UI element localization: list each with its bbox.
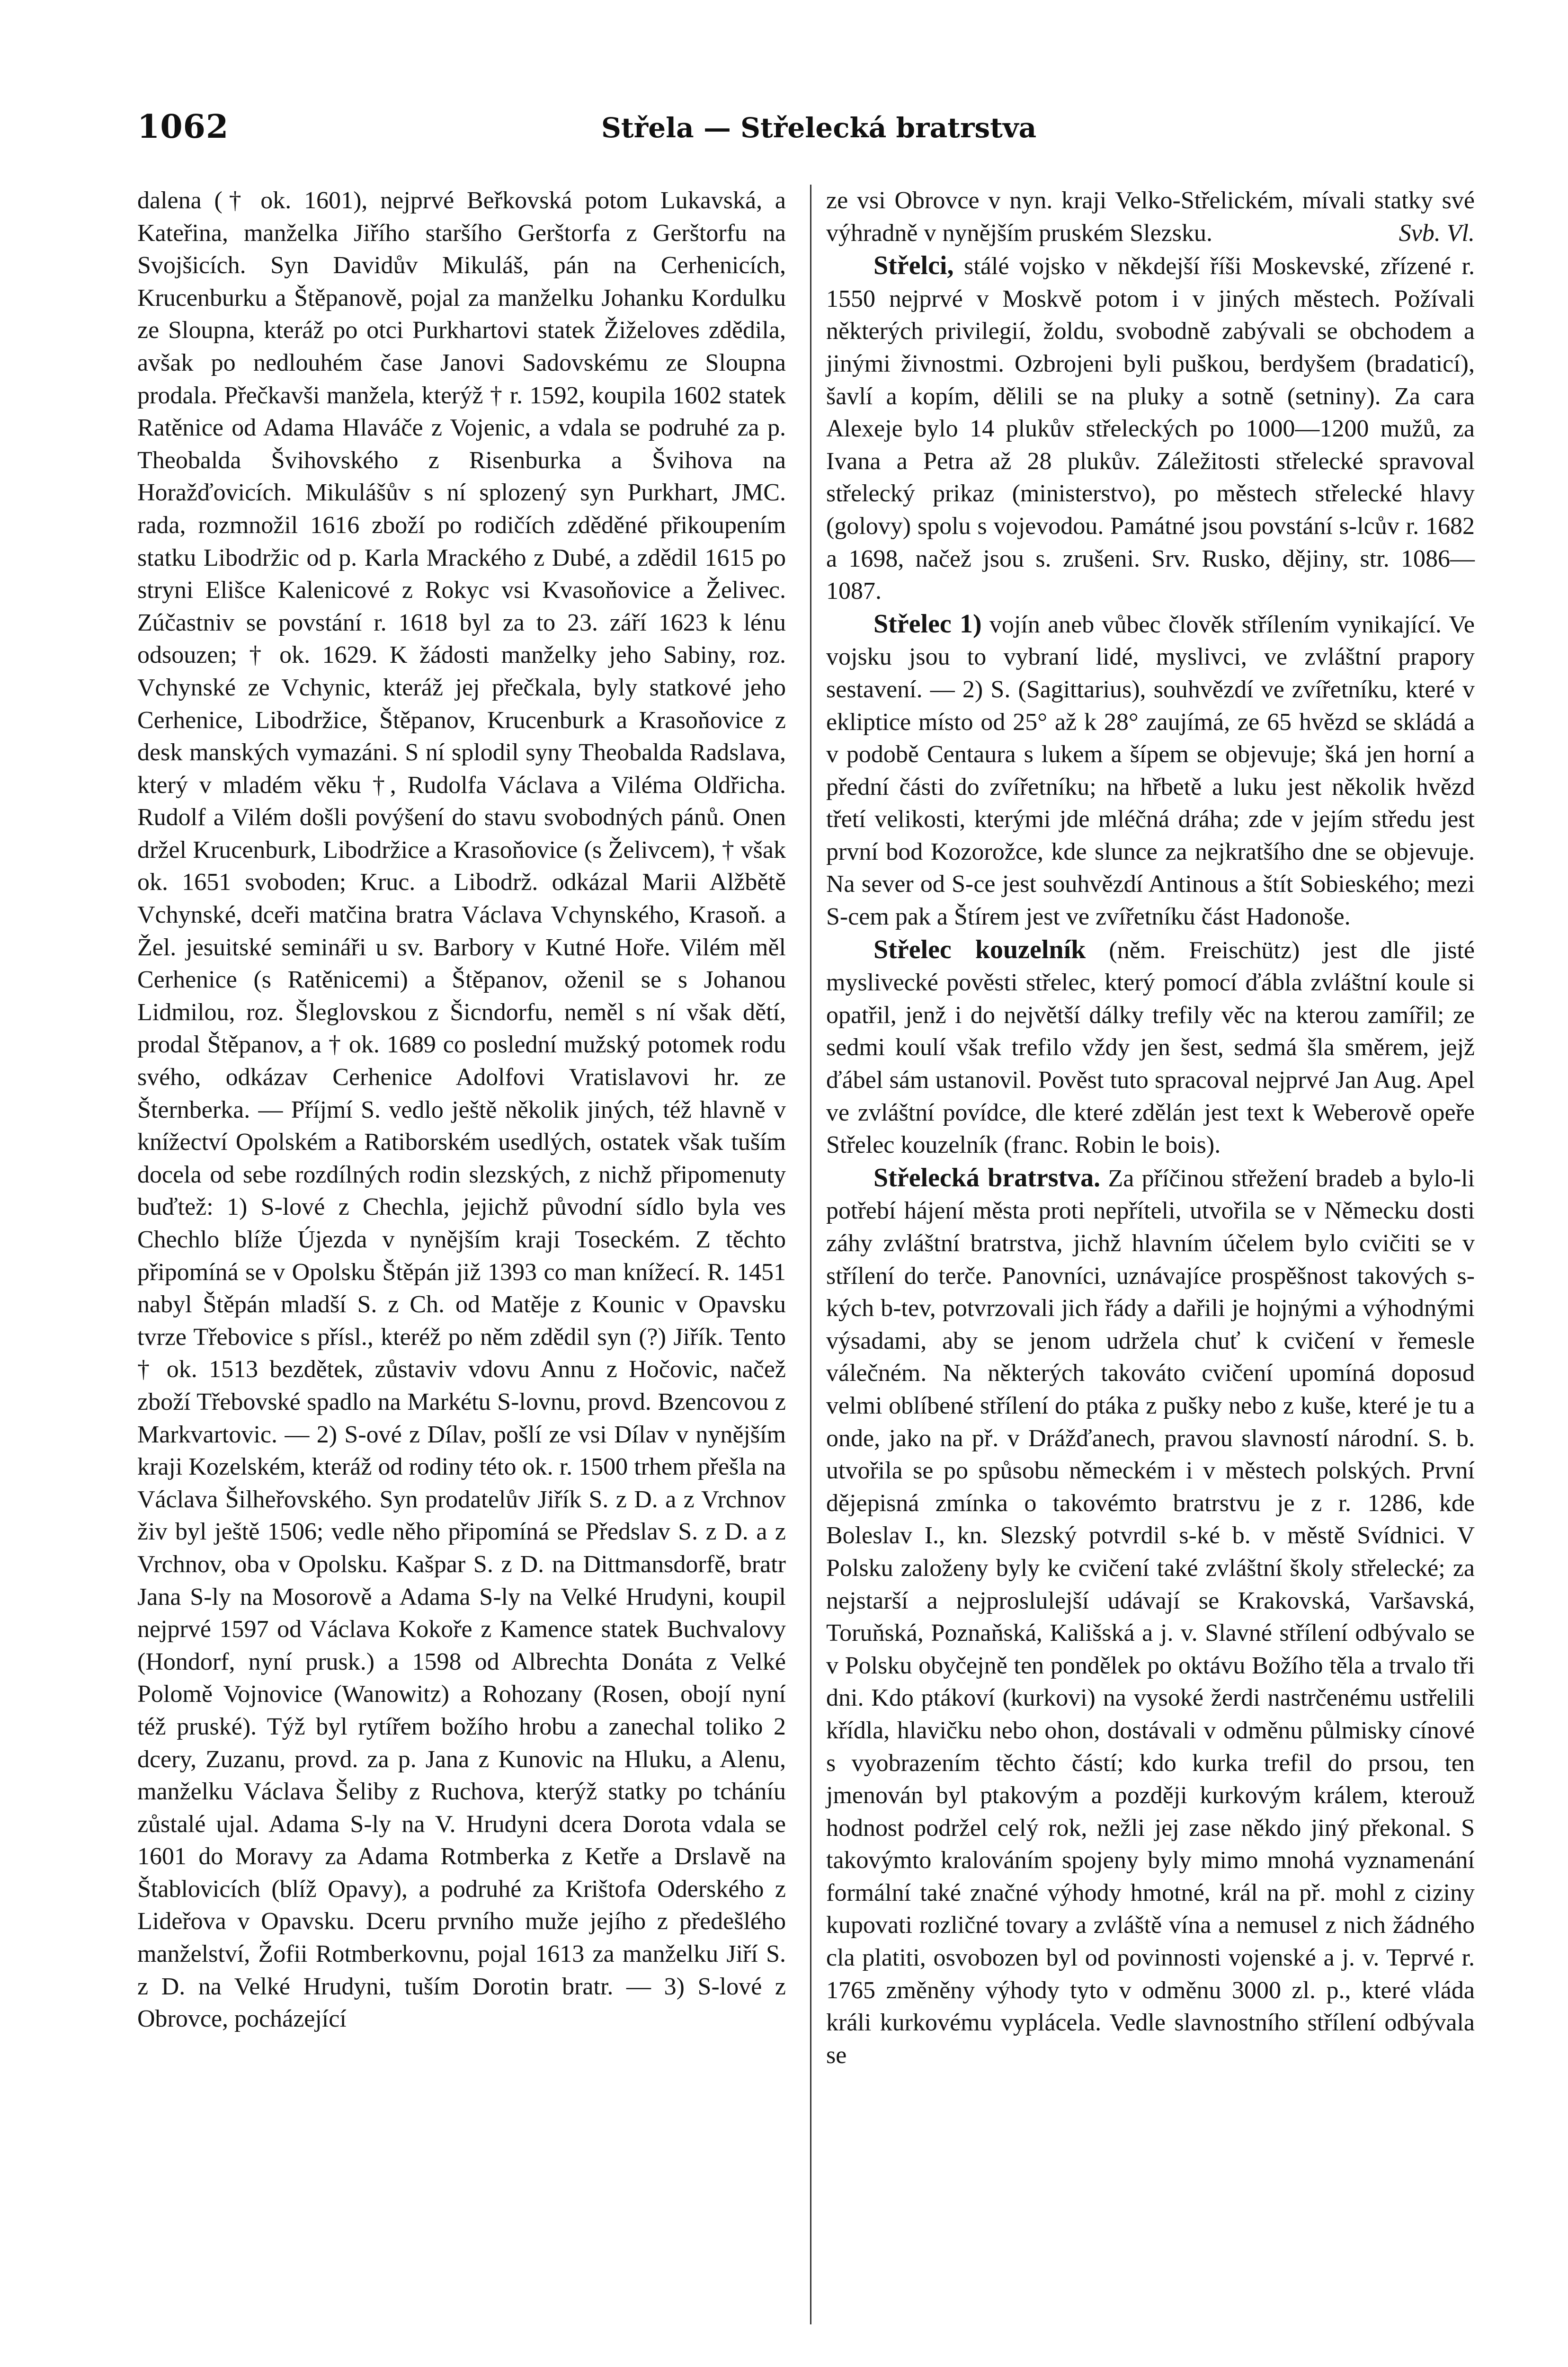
entry-strelec-kouzelnik xyxy=(826,934,1475,1162)
left-column xyxy=(137,185,786,2036)
entry-text: (něm. Freischütz) jest dle jisté myslivecké pověsti střelec, který pomocí ďábla zvláštní koule si opatřil, jenž i do největší dálky trefily věc na kterou zamířil; ze sedmi koulí však trefilo vždy jen šest, sedmá šla směrem, jejž ďábel sám ustanovil. Pověst tuto spracoval nejprvé Jan Aug. Apel ve zvláštní povídce, dle které zdělán jest text k Weberově opeře Střelec kouzelník (franc. Robin le bois). xyxy=(826,936,1475,1159)
entry-text: vojín aneb vůbec člověk střílením vynikající. Ve vojsku jsou to vybraní lidé, myslivci, ve zvláštní prapory sestavení. — 2) S. (Sagittarius), souhvězdí ve zvířetníku, které v ekliptice místo od 25° až k 28° zaujímá, ze 65 hvězd se skládá a v podobě Centaura s lukem a šípem se objevuje; šká jen horní a přední části do zvířetníku; na hřbetě a luku jest několik hvězd třetí velikosti, kterými jde mléčná dráha; zde v jejím středu jest první bod Kozorožce, kde slunce za nejkratšího dne se objevuje. Na sever od S-ce jest souhvězdí Antinous a štít Sobieského; mezi S-cem pak a Štírem jest ve zvířetníku část Hadonoše. xyxy=(826,611,1475,931)
entry-text: Za příčinou střežení bradeb a bylo-li potřebí hájení města proti nepříteli, utvořila se v Německu dosti záhy zvláštní bratrstva, jichž hlavním účelem bylo cvičiti se v střílení do terče. Panovníci, uznávajíce prospěšnost takových s-kých b-tev, potvrzovali jich řády a dařili je hojnými a výhodnými výsadami, aby se jenom udržela chuť k cvičení v řemesle válečném. Na některých takováto cvičení upomíná doposud velmi oblíbené střílení do ptáka z pušky nebo z kuše, které je tu a onde, jako na př. v Drážďanech, pravou slavností národní. S. b. utvořila se po spůsobu německém i v městech polských. První dějepisná zmínka o takovémto bratrstvu je z r. 1286, kde Boleslav I., kn. Slezský potvrdil s-ké b. v městě Svídnici. V Polsku založeny byly ke cvičení také zvláštní školy střelecké; za nejstarší a nejproslulejší udávají se Krakovská, Varšavská, Toruňská, Poznaňská, Kališská a j. v. Slavné střílení odbývalo se v Polsku obyčejně ten pondělek po oktávu Božího těla a trvalo tři dni. Kdo ptákoví (kurkovi) na vysoké žerdi nastrčenému ustřelili křídla, hlavičku nebo ohon, dostávali v odměnu půlmisky cínové s vyobrazením těchto částí; kdo kurka trefil do prsou, ten jmenován byl ptakovým a později kurkovým králem, kterouž hodnost podržel celý rok, nežli jej zase někdo jiný překonal. S takovýmto kralováním spojeny byly mimo mnohá vyznamenání formální také značné výhody hmotné, král na př. mohl z ciziny kupovati rozličné tovary a zvláště vína a nemusel z nich žádného cla platiti, osvobozen byl od povinnosti vojenské a j. v. Teprvé r. 1765 změněny výhody tyto v odměnu 3000 zl. p., které vláda králi kurkovému vyplácela. Vedle slavnostního střílení odbývala se xyxy=(826,1165,1475,2069)
entry-strelecka-bratrstva xyxy=(826,1162,1475,2072)
page-number: 1062 xyxy=(137,108,229,146)
article-text: dalena († ok. 1601), nejprvé Beřkovská potom Lukavská, a Kateřina, manželka Jiřího staršího Gerštorfa z Gerštorfu na Svojšicích. Syn Davidův Mikuláš, pán na Cerhenicích, Krucenburku a Štěpanově, pojal za manželku Johanku Kordulku ze Sloupna, kteráž po otci Purkhartovi statek Žiželoves zdědila, avšak po nedlouhém čase Janovi Sadovskému ze Sloupna prodala. Přečkavši manžela, kterýž † r. 1592, koupila 1602 statek Ratěnice od Adama Hlaváče z Vojenic, a vdala se podruhé za p. Theobalda Švihovského z Risenburka a Švihova na Horažďovicích. Mikulášův s ní splozený syn Purkhart, JMC. rada, rozmnožil 1616 zboží po rodičích zděděné přikoupením statku Libodržic od p. Karla Mrackého z Dubé, a zdědil 1615 po stryni Elišce Kalenicové z Rokyc vsi Kvasoňovice a Želivec. Zúčastniv se povstání r. 1618 byl za to 23. září 1623 k lénu odsouzen; † ok. 1629. K žádosti manželky jeho Sabiny, roz. Vchynské ze Vchynic, kteráž jej přečkala, byly statkové jeho Cerhenice, Libodržice, Štěpanov, Krucenburk a Krasoňovice z desk manských vymazáni. S ní splodil syny Theobalda Radslava, který v mladém věku †, Rudolfa Václava a Viléma Oldřicha. Rudolf a Vilém došli povýšení do stavu svobodných pánů. Onen držel Krucenburk, Libodržice a Krasoňovice (s Želivcem), † však ok. 1651 svoboden; Kruc. a Libodrž. odkázal Marii Alžbětě Vchynské, dceři matčina bratra Václava Vchynského, Krasoň. a Žel. jesuitské semináři u sv. Barbory v Kutné Hoře. Vilém měl Cerhenice (s Ratěnicemi) a Štěpanov, oženil se s Johanou Lidmilou, roz. Šleglovskou z Šicndorfu, neměl s ní však dětí, prodal Štěpanov, a † ok. 1689 co poslední mužský potomek rodu svého, odkázav Cerhenice Adolfovi Vratislavovi hr. ze Šternberka. — Příjmí S. vedlo ještě několik jiných, též hlavně v knížectví Opolském a Ratiborském usedlých, ostatek však tuším docela od sebe rozdílných rodin slezských, z nichž připomenuty buďtež: 1) S-lové z Chechla, jejichž původní sídlo byla ves Chechlo blíže Újezda v nynějším kraji Toseckém. Z těchto připomíná se v Opolsku Štěpán již 1393 co man knížecí. R. 1451 nabyl Štěpán mladší S. z Ch. od Matěje z Kounic v Opavsku tvrze Třebovice s přísl., kteréž po něm zdědil syn (?) Jiřík. Tento † ok. 1513 bezdětek, zůstaviv vdovu Annu z Hočovic, načež zboží Třebovské spadlo na Markétu S-lovnu, provd. Bzencovou z Markvartovic. — 2) S-ové z Dílav, pošlí ze vsi Dílav v nynějším kraji Kozelském, kteráž od rodiny této ok. r. 1500 trhem přešla na Václava Šilheřovského. Syn prodatelův Jiřík S. z D. a z Vrchnov živ byl ještě 1506; vedle něho připomíná se Předslav S. z D. a z Vrchnov, oba v Opolsku. Kašpar S. z D. na Dittmansdorfě, bratr Jana S-ly na Mosorově a Adama S-ly na Velké Hrudyni, koupil nejprvé 1597 od Václava Kokoře z Kamence statek Buchvalovy (Hondorf, nyní prusk.) a 1598 od Albrechta Donáta z Velké Polomě Vojnovice (Wanowitz) a Rohozany (Rosen, obojí nyní též pruské). Týž byl rytířem božího hrobu a zanechal toliko 2 dcery, Zuzanu, provd. za p. Jana z Kunovic na Hluku, a Alenu, manželku Václava Šeliby z Ruchova, kterýž statky po tcháníu zůstalé ujal. Adama S-ly na V. Hrudyni dcera Dorota vdala se 1601 do Moravy za Adama Rotmberka z Ketře a Drslavě na Štablovicích (blíž Opavy), a podruhé za Krištofa Oderského z Lideřova v Opavsku. Dceru prvního muže jejího z předešlého manželství, Žofii Rotmberkovnu, pojal 1613 za manželku Jiří S. z D. na Velké Hrudyni, tuším Dorotin bratr. — 3) S-lové z Obrovce, pocházející xyxy=(137,187,786,2033)
running-title: Střela — Střelecká bratrstva xyxy=(601,112,1037,144)
entry-headword: Střelec kouzelník xyxy=(873,934,1086,964)
continuation-text: ze vsi Obrovce v nyn. kraji Velko-Střelickém, mívali statky své výhradně v nynějším pruském Slezsku. xyxy=(826,187,1475,247)
entry-headword: Střelec 1) xyxy=(873,609,982,639)
entry-streci xyxy=(826,249,1475,608)
entry-text: stálé vojsko v někdejší říši Moskevské, zřízené r. 1550 nejprvé v Moskvě potom i v jiných městech. Požívali některých privilegií, žoldu, svobodně zabývali se obchodem a jinými živnostmi. Ozbrojeni byli puškou, berdyšem (bradaticí), šavlí a kopím, dělili se na pluky a sotně (setniny). Za cara Alexeje bylo 14 plukův střeleckých po 1000—1200 mužů, za Ivana a Petra až 28 plukův. Záležitosti střelecké spravoval střelecký prikaz (ministerstvo), po městech střelecké hlavy (golovy) spolu s vojevodou. Památné jsou povstání s-lcův r. 1682 a 1698, načež jsou s. zrušeni. Srv. Rusko, dějiny, str. 1086—1087. xyxy=(826,253,1475,605)
entry-headword: Střelci, xyxy=(873,251,954,281)
column-divider xyxy=(810,185,811,2324)
article-continuation xyxy=(826,185,1475,249)
right-column xyxy=(826,185,1475,2072)
page-header xyxy=(137,108,1468,151)
author-signature: Svb. Vl. xyxy=(1399,219,1475,247)
entry-headword: Střelecká bratrstva. xyxy=(873,1163,1101,1192)
entry-strelec xyxy=(826,608,1475,934)
